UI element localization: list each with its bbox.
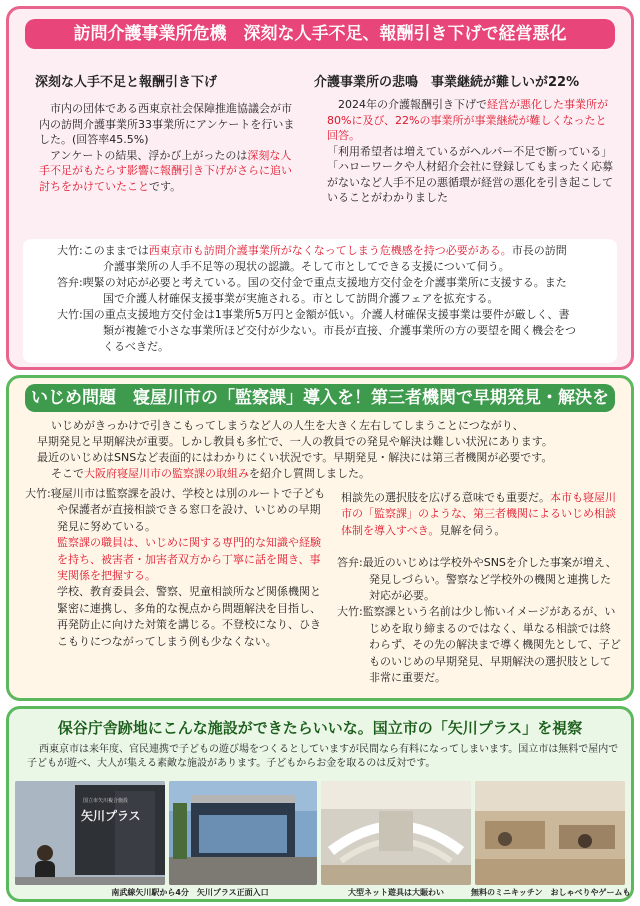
intro4-highlight: 大阪府寝屋川市の監察課の取組み — [84, 467, 249, 480]
care-crisis-section — [6, 6, 634, 370]
left-p2-lead: アンケートの結果、浮かび上がったのは — [50, 148, 248, 162]
proposal-highlight: 本市も寝屋川市の「監察課」のような、第三者機関によるいじめ相談体制を導入すべき。 — [341, 491, 616, 537]
bullying-left-column — [25, 486, 327, 650]
speaker-label: 大竹: — [25, 487, 51, 500]
dialog-text: 国の重点支援地方交付金は1事業所5万円と金額が低い。介護人材確保支援事業は要件が厳しく、書類が複雑で小さな事業所ほど交付が少ない。市長が直接、介護事業所の方の要望を聞く機会をつくるべきだ。 — [82, 308, 576, 353]
intro-line: いじめがきっかけで引きこもってしまうなど人の人生を大きく左右してしまうことにつながり、 — [51, 419, 524, 432]
bullying-right-column — [337, 490, 621, 686]
intro4-tail: を紹介し質問しました。 — [249, 467, 370, 480]
dialog-entry-3 — [57, 307, 577, 355]
dialog-entry-1 — [57, 243, 577, 275]
bullying-section — [6, 375, 634, 701]
caption-3: 無料のミニキッチン おしゃべりやゲームも — [471, 888, 631, 897]
left-p3: 学校、教育委員会、警察、児童相談所など関係機関と緊密に連携し、多角的な視点から問題解決を目指し、再発防止に向けた対策を講じる。不登校になり、ひきこもりにつながってしまう例も少なくない。 — [57, 585, 321, 648]
left-paragraph-1: 市内の団体である西東京社会保障推進協議会が市内の訪問介護事業所33事業所にアンケートを行いました。(回答率45.5%) — [39, 102, 295, 146]
left-paragraph-2 — [39, 148, 301, 195]
yagawa-intro: 西東京市は来年度、官民連携で子どもの遊び場をつくるとしていますが民間なら有料になってしまいます。国立市は無料で屋内で子どもが遊べ、大人が集える素敵な施設があります。子どもからお金を取るのは反対です。 — [27, 744, 619, 769]
left-heading: 深刻な人手不足と報酬引き下げ — [35, 75, 218, 90]
sign-subtext: 国立市矢川複合施設 — [83, 798, 129, 804]
followup-text: 監察課という名前は少し怖いイメージがあるが、いじめを取り締まるのではなく、単なる相談では終わらず、その先の解決まで導く機関先として、子どものいじめの早期発見、早期解決の選択肢として非常に重要だ。 — [362, 605, 621, 685]
speaker-label: 答弁: — [337, 556, 363, 570]
photo-kitchen — [475, 781, 625, 885]
dialog-text: 喫緊の対応が必要と考えている。国の交付金で重点支援地方交付金を介護事業所に支援する。また国で介護人材確保支援事業が実施される。市として訪問介護フェアを拡充する。 — [82, 276, 567, 305]
speaker-label: 答弁: — [57, 276, 83, 289]
dialog-lead: このままでは — [82, 244, 149, 257]
answer-entry — [337, 555, 621, 604]
answer-text: 最近のいじめは学校外やSNSを介した事案が増え、発見しづらい。警察など学校外の機関と連携した対応が必要。 — [362, 556, 617, 603]
bullying-banner: いじめ問題 寝屋川市の「監察課」導入を！第三者機関で早期発見・解決を — [25, 384, 615, 412]
caption-1: 南武線矢川駅から4分 矢川プラス正面入口 — [111, 888, 269, 897]
left-p2-highlight: 監察課の職員は、いじめに関する専門的な知識や経験を持ち、被害者・加害者双方から丁寧に話を聞き、事実関係を把握する。 — [57, 536, 321, 583]
left-p2-highlight: 深刻な人手不足がもたらす影響に報酬引き下げがさらに追い討ちをかけていたこと — [39, 148, 292, 193]
speaker-label: 大竹: — [337, 605, 363, 619]
intro-line-4 — [37, 466, 617, 482]
intro-line: 早期発見と早期解決が重要。しかし教員も多忙で、一人の教員での発見や解決は難しい状況にあります。 — [37, 435, 553, 448]
left-column-text — [39, 101, 301, 194]
proposal-lead: 相談先の選択肢を広げる意味でも重要だ。 — [341, 491, 550, 504]
care-crisis-banner: 訪問介護事業所危機 深刻な人手不足、報酬引き下げで経営悪化 — [25, 19, 615, 49]
yagawa-plus-section — [6, 706, 634, 902]
photo-net-play — [321, 781, 471, 885]
kitchen-illustration — [475, 781, 625, 885]
left-p2-tail: です。 — [149, 179, 182, 193]
speaker-label: 大竹: — [57, 308, 83, 321]
proposal-tail: 見解を伺う。 — [439, 523, 506, 537]
right-p1-lead: 2024年の介護報酬引き下げで — [338, 98, 487, 111]
photo-entrance — [169, 781, 317, 885]
left-speaker-entry — [25, 486, 327, 535]
dialog-entry-2 — [57, 275, 577, 307]
followup-entry — [337, 604, 621, 686]
bullying-intro — [37, 418, 617, 482]
council-dialog — [57, 243, 577, 355]
sign-text: 矢川プラス — [81, 809, 141, 823]
dialog-highlight: 西東京市も訪問介護事業所がなくなってしまう危機感を持つ必要がある。 — [148, 244, 512, 257]
left-p1: 寝屋川市は監察課を設け、学校とは別のルートで子どもや保護者が直接相談できる窓口を設け、いじめの早期発見に努めている。 — [50, 487, 326, 533]
right-paragraph-1 — [327, 97, 615, 144]
intro-line: 最近のいじめはSNSなど表面的にはわかりにくい状況です。早期発見・解決には第三者機関が必要です。 — [37, 451, 553, 464]
yagawa-plus-title: 保谷庁舎跡地にこんな施設ができたらいいな。国立市の「矢川プラス」を視察 — [57, 719, 583, 737]
caption-2: 大型ネット遊具は大賑わい — [348, 888, 444, 897]
intro4-lead: そこで — [51, 467, 84, 480]
right-paragraph-2: 「利用希望者は増えているがヘルパー不足で断っている」「ハローワークや人材紹介会社に登録してもまったく応募がないなど人手不足の悪循環が経営の悪化を引き起こしていることがわかりました — [327, 144, 613, 204]
right-proposal — [337, 490, 621, 539]
speaker-label: 大竹: — [57, 244, 83, 257]
net-play-illustration — [321, 781, 471, 885]
photo-sign — [15, 781, 165, 885]
right-p1-highlight: 経営が悪化した事業所が80%に及び、22%の事業所が事業継続が難しくなったと回答。 — [327, 98, 608, 142]
entrance-photo-illustration — [169, 781, 317, 885]
right-column-text — [327, 97, 615, 206]
right-heading: 介護事業所の悲鳴 事業継続が難しいが22% — [314, 75, 580, 90]
dialog-text: 市長の訪問介護事業所の人手不足等の現状の認識。そして市としてできる支援について伺う。 — [103, 244, 567, 273]
